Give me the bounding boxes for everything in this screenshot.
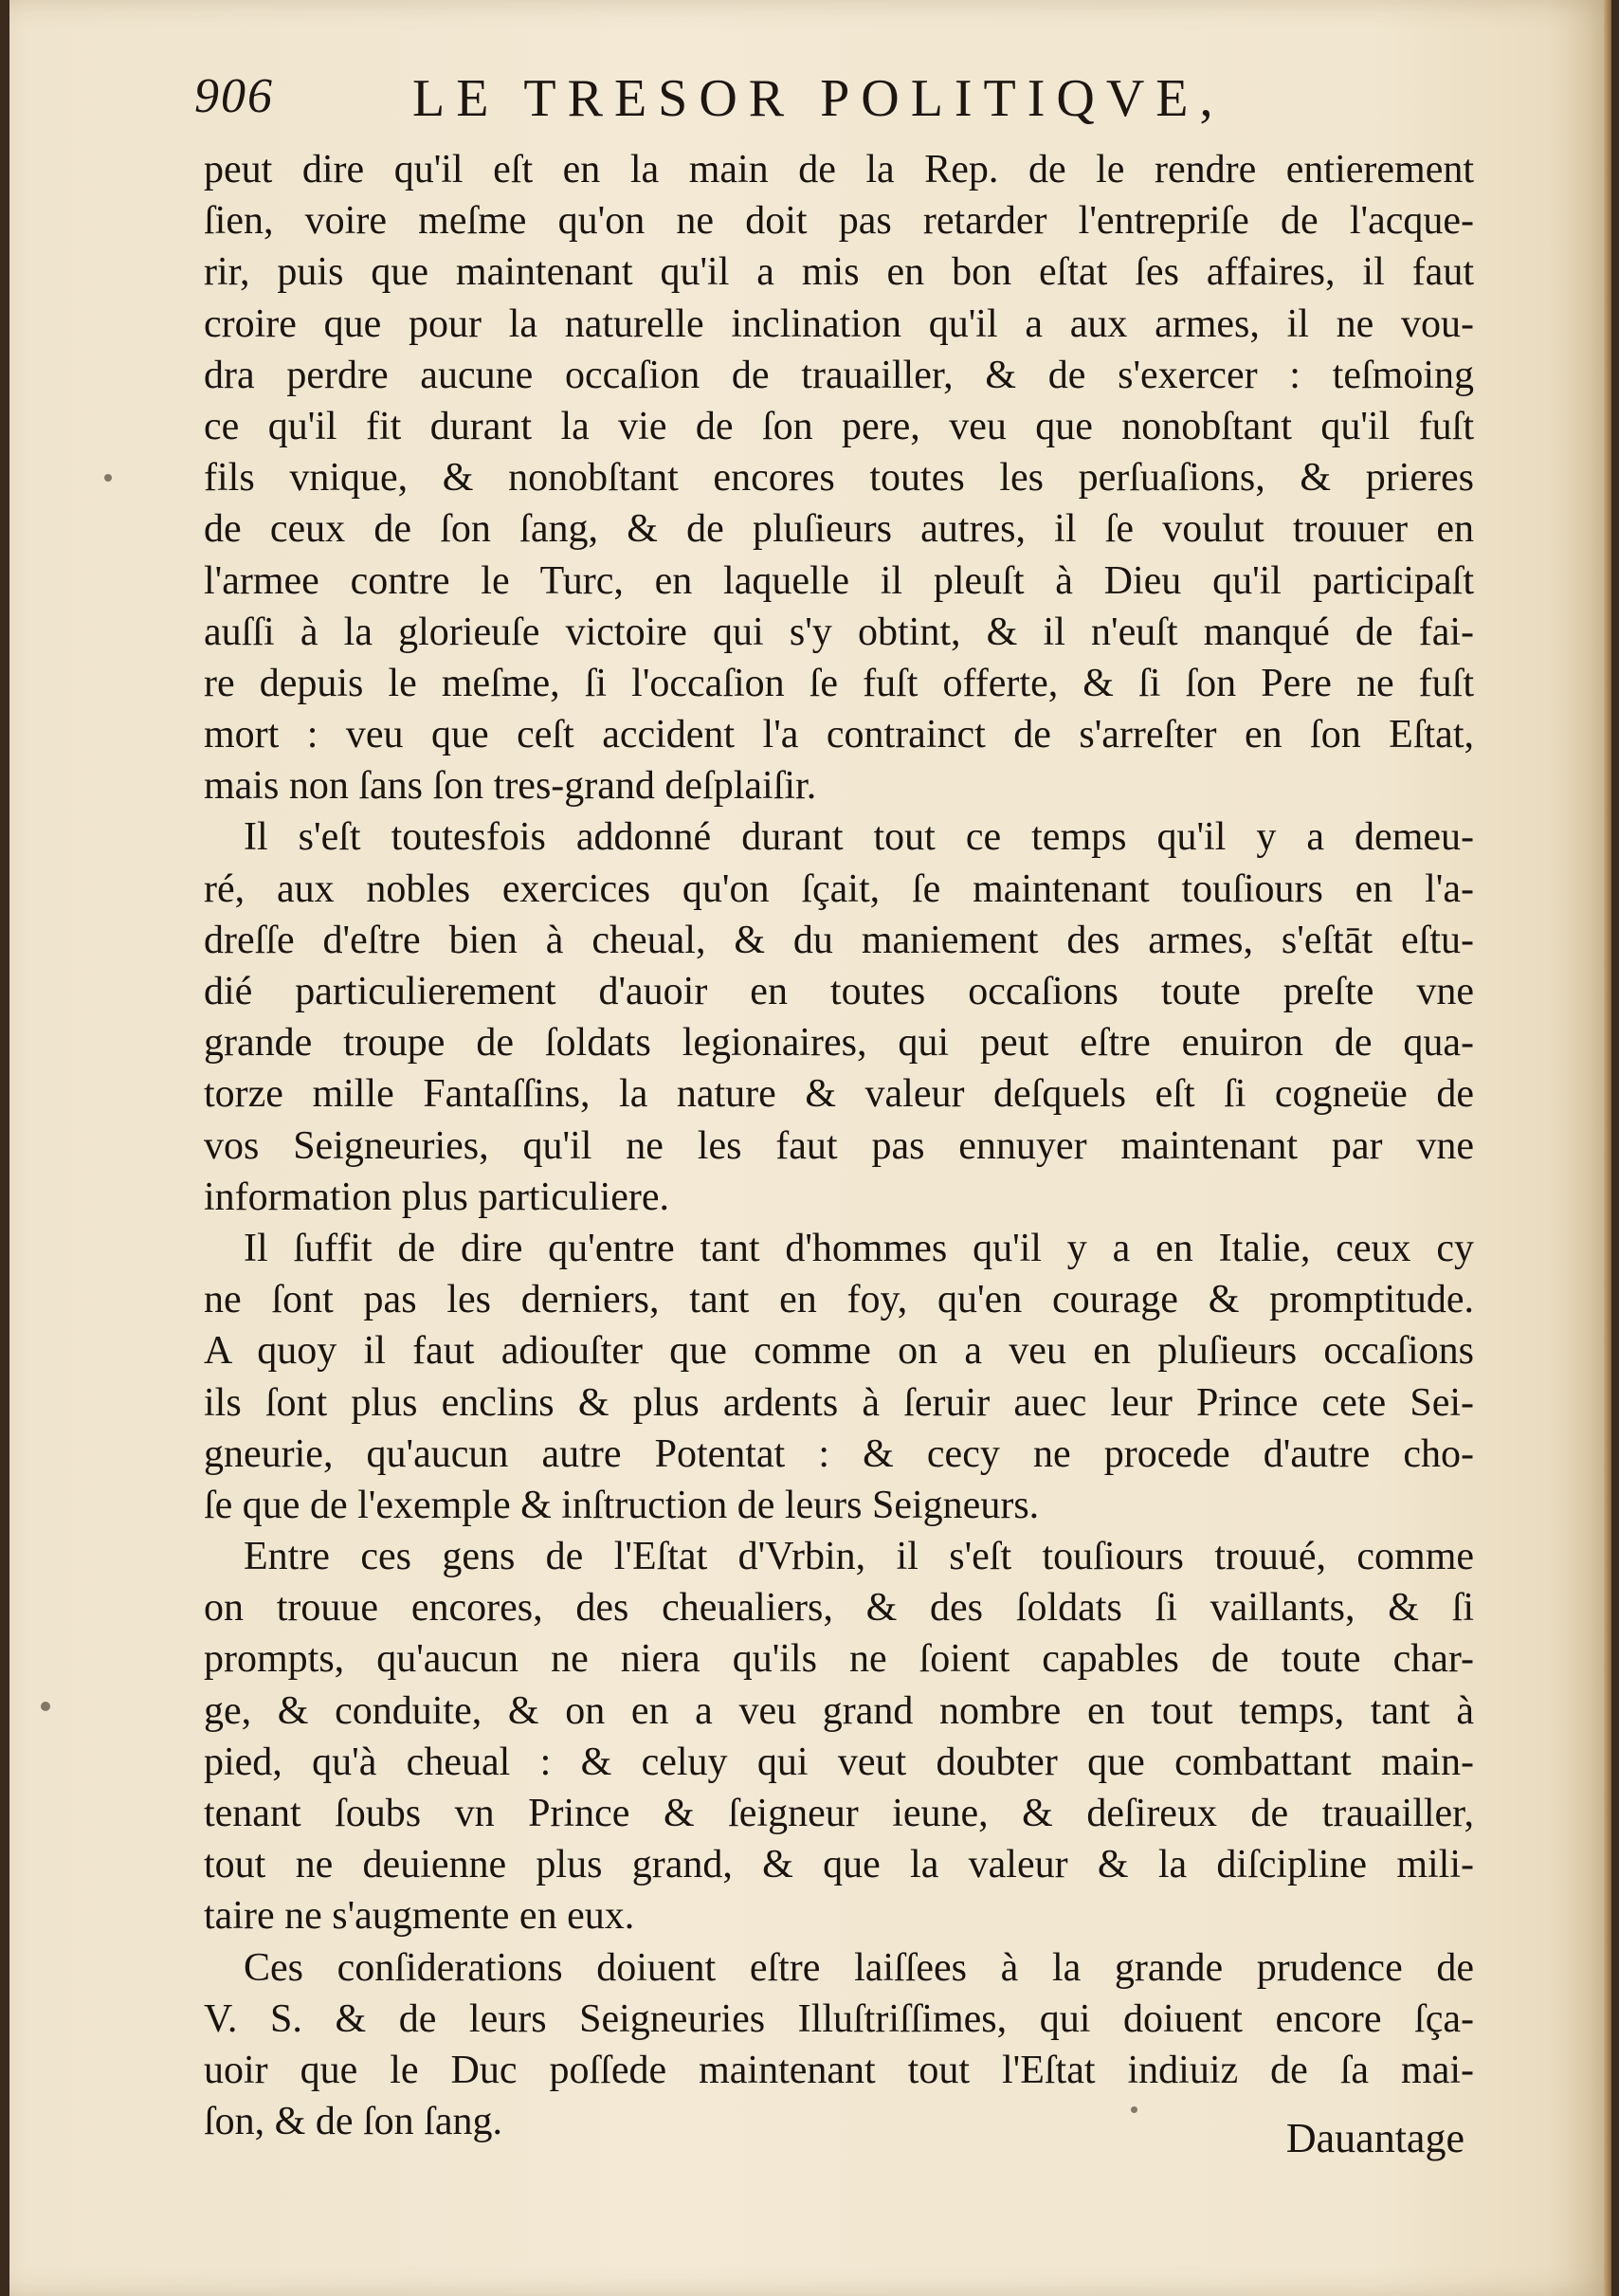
page-number: 906 <box>194 69 274 123</box>
ink-speck <box>104 474 112 482</box>
text-line: ce qu'il fit durant la vie de ſon pere, veu que nonobſtant qu'il fuſt <box>204 404 1474 448</box>
text-line: Il s'eſt toutesfois addonné durant tout ce temps qu'il y a demeu- <box>244 815 1474 860</box>
text-line: ils ſont plus enclins & plus ardents à ſeruir auec leur Prince cete Sei- <box>204 1380 1474 1425</box>
text-line: prompts, qu'aucun ne niera qu'ils ne ſoient capables de toute char- <box>204 1637 1474 1682</box>
text-line: ré, aux nobles exercices qu'on ſçait, ſe maintenant touſiours en l'a- <box>204 866 1474 911</box>
text-line: auſſi à la glorieuſe victoire qui s'y obtint, & il n'euſt manqué de fai- <box>204 610 1474 654</box>
text-line: ge, & conduite, & on en a veu grand nombre en tout temps, tant à <box>204 1688 1474 1733</box>
text-line: re depuis le meſme, ſi l'occaſion ſe fuſt offerte, & ſi ſon Pere ne fuſt <box>204 661 1474 705</box>
text-line: dra perdre aucune occaſion de trauailler, & de s'exercer : teſmoing <box>204 353 1474 397</box>
text-line: rir, puis que maintenant qu'il a mis en bon eſtat ſes affaires, il faut <box>204 250 1474 295</box>
text-line: taire ne s'augmente en eux. <box>204 1894 635 1939</box>
text-line: A quoy il faut adiouſter que comme on a veu en pluſieurs occaſions <box>204 1329 1474 1374</box>
catchword: Dauantage <box>1285 2115 1464 2161</box>
text-line: ſon, & de ſon ſang. <box>204 2100 502 2144</box>
paragraph-4 <box>204 1531 1474 1942</box>
text-line: ſien, voire meſme qu'on ne doit pas retarder l'entrepriſe de l'acque- <box>204 199 1474 244</box>
text-line: dié particulierement d'auoir en toutes occaſions toute preſte vne <box>204 970 1474 1013</box>
text-line: information plus particuliere. <box>204 1175 670 1219</box>
text-line: mort : veu que ceſt accident l'a contrainct de s'arreſter en ſon Eſtat, <box>204 713 1474 757</box>
paragraph-1 <box>204 144 1474 811</box>
body-text <box>204 144 1474 2147</box>
text-line: fils vnique, & nonobſtant encores toutes les perſuaſions, & prieres <box>204 456 1474 501</box>
text-line: tenant ſoubs vn Prince & ſeigneur ieune, & deſireux de trauailler, <box>204 1792 1474 1835</box>
ink-speck <box>1131 2106 1137 2113</box>
text-line: on trouue encores, des cheualiers, & des ſoldats ſi vaillants, & ſi <box>204 1586 1474 1631</box>
paragraph-3 <box>204 1223 1474 1531</box>
page-edge <box>1604 0 1611 2296</box>
text-line: mais non ſans ſon tres-grand deſplaiſir. <box>204 764 817 809</box>
text-line: grande troupe de ſoldats legionaires, qui peut eſtre enuiron de qua- <box>204 1021 1474 1066</box>
text-line: Entre ces gens de l'Eſtat d'Vrbin, il s'eſt touſiours trouué, comme <box>244 1535 1474 1579</box>
text-line: vos Seigneuries, qu'il ne les faut pas ennuyer maintenant par vne <box>204 1123 1474 1168</box>
text-line: pied, qu'à cheual : & celuy qui veut doubter que combattant main- <box>204 1740 1474 1784</box>
text-line: ſe que de l'exemple & inſtruction de leurs Seigneurs. <box>204 1483 1040 1527</box>
text-line: uoir que le Duc poſſede maintenant tout l'Eſtat indiuiz de ſa mai- <box>204 2048 1474 2092</box>
paragraph-5 <box>204 1942 1474 2148</box>
text-line: gneurie, qu'aucun autre Potentat : & cecy ne procede d'autre cho- <box>204 1431 1474 1476</box>
text-line: ne ſont pas les derniers, tant en foy, qu'en courage & promptitude. <box>204 1278 1474 1322</box>
running-title: LE TRESOR POLITIQVE, <box>412 69 1225 128</box>
text-line: dreſſe d'eſtre bien à cheual, & du maniement des armes, s'eſtāt eſtu- <box>204 918 1474 962</box>
text-line: peut dire qu'il eſt en la main de la Rep. de le rendre entierement <box>204 148 1474 191</box>
text-line: croire que pour la naturelle inclination qu'il a aux armes, il ne vou- <box>204 301 1474 346</box>
text-line: de ceux de ſon ſang, & de pluſieurs autres, il ſe voulut trouuer en <box>204 507 1474 552</box>
text-line: tout ne deuienne plus grand, & que la valeur & la diſcipline mili- <box>204 1843 1474 1887</box>
text-line: l'armee contre le Turc, en laquelle il pleuſt à Dieu qu'il participaſt <box>204 558 1474 603</box>
text-line: V. S. & de leurs Seigneuries Illuſtriſſimes, qui doiuent encore ſça- <box>204 1996 1474 2041</box>
text-line: Ces conſiderations doiuent eſtre laiſſees à la grande prudence de <box>244 1945 1474 1990</box>
page-header <box>194 68 1493 144</box>
text-line: torze mille Fantaſſins, la nature & valeur deſquels eſt ſi cogneüe de <box>204 1072 1474 1117</box>
ink-speck <box>41 1702 50 1711</box>
book-page <box>9 0 1611 2296</box>
text-line: Il ſuffit de dire qu'entre tant d'hommes qu'il y a en Italie, ceux cy <box>244 1226 1474 1270</box>
paragraph-2 <box>204 811 1474 1223</box>
